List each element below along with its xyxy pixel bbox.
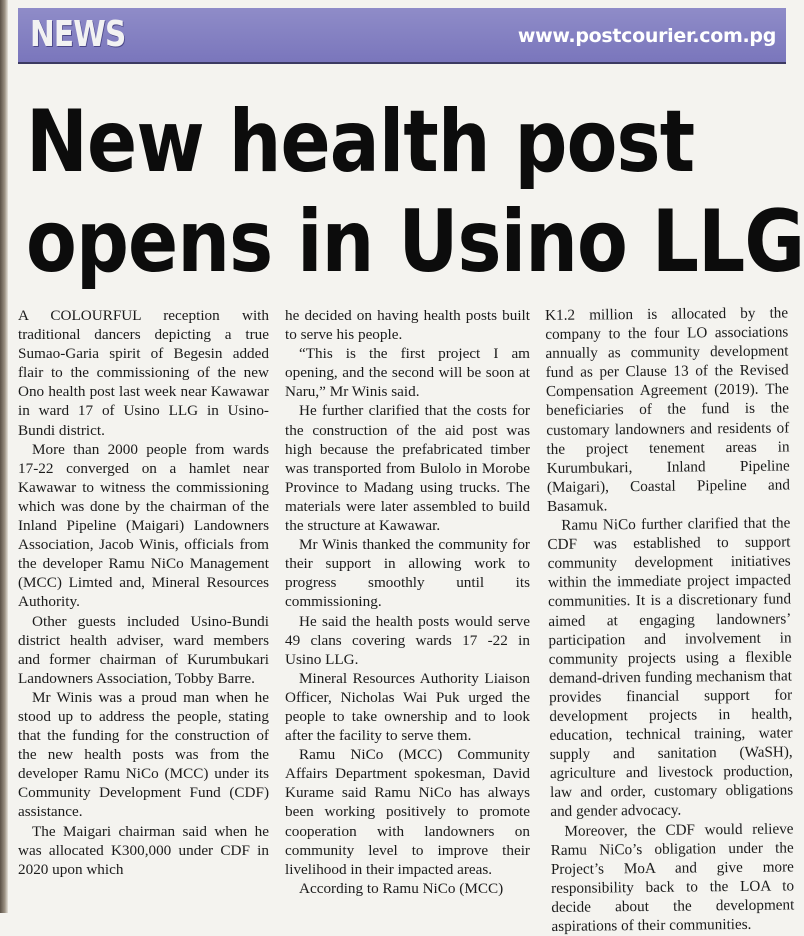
paragraph: Ramu NiCo further clarified that the CDF was established to support community development initiatives within the immediate project impacted communities. It is a discretionary fund aimed at engaging landowners’ participation and involvement in community projects using a flexible demand-driven funding mechanism that provides financial support for development projects in health, education, technical training, water supply and sanitation (WaSH), agriculture and livestock production, law and order, customary obligations and gender advocacy.	[547, 514, 794, 821]
paragraph: He further clarified that the costs for the construction of the aid post was high because the prefabricated timber was transported from Bulolo in Morobe Province to Madang using trucks. The materials were later assembled to build the structure at Kawawar.	[285, 402, 530, 535]
headline-line-1: New health post	[26, 92, 695, 192]
section-banner	[18, 8, 786, 62]
website-url: www.postcourier.com.pg	[517, 25, 776, 47]
paragraph: Moreover, the CDF would relieve Ramu NiCo’s obligation under the Project’s MoA and give more responsibility back to the LOA to decide about the development aspirations of their communities.	[550, 819, 795, 935]
banner-rule	[18, 62, 786, 64]
page-edge-shadow	[0, 0, 8, 913]
paragraph: Other guests included Usino-Bundi district health adviser, ward members and former chairman of Kurumbukari Landowners Association, Tobby Barre.	[18, 612, 269, 687]
paragraph: He said the health posts would serve 49 clans covering wards 17 -22 in Usino LLG.	[285, 612, 530, 668]
paragraph: The Maigari chairman said when he was allocated K300,000 under CDF in 2020 upon which	[18, 822, 269, 878]
article-column-1	[18, 306, 269, 879]
article-headline	[26, 92, 804, 292]
paragraph: Ramu NiCo (MCC) Community Affairs Department spokesman, David Kurame said Ramu NiCo has always been working positively to promote cooperation with landowners on community level to improve their livelihood in their impacted areas.	[285, 746, 530, 878]
article-column-2	[285, 306, 530, 898]
paragraph: A COLOURFUL reception with traditional dancers depicting a true Sumao-Garia spirit of Begesin added flair to the commissioning of the new Ono health post last week near Kawawar in ward 17 of Usino LLG in Usino-Bundi district.	[18, 307, 269, 439]
paragraph: Mineral Resources Authority Liaison Officer, Nicholas Wai Puk urged the people to take ownership and to look after the facility to serve them.	[285, 669, 530, 745]
section-label: NEWS	[30, 14, 126, 55]
paragraph: According to Ramu NiCo (MCC)	[299, 879, 504, 897]
paragraph: More than 2000 people from wards 17-22 converged on a hamlet near Kawawar to witness the commissioning which was done by the chairman of the Inland Pipeline (Maigari) Landowners Association, Jacob Winis, officials from the developer Ramu NiCo Management (MCC) Limted and, Mineral Resources Authority.	[18, 440, 269, 611]
paragraph: he decided on having health posts built to serve his people.	[285, 307, 530, 344]
headline-line-2: opens in Usino LLG	[26, 192, 804, 292]
paragraph: Mr Winis was a proud man when he stood up to address the people, stating that the funding for the construction of the new health posts was from the developer Ramu NiCo (MCC) under its Community Development Fund (CDF) assistance.	[18, 688, 269, 821]
paragraph: K1.2 million is allocated by the company to the four LO associations annually as community development fund as per Clause 13 of the Revised Compensation Agreement (2019). The beneficiaries of the fund is the customary landowners and residents of the project tenement areas in Kurumbukari, Inland Pipeline (Maigari), Coastal Pipeline and Basamuk.	[545, 304, 790, 515]
paragraph: “This is the first project I am opening, and the second will be soon at Naru,” Mr Winis said.	[285, 345, 530, 401]
paragraph: Mr Winis thanked the community for their support in allowing work to progress smoothly until its commissioning.	[285, 536, 530, 611]
article-column-3	[545, 303, 795, 936]
